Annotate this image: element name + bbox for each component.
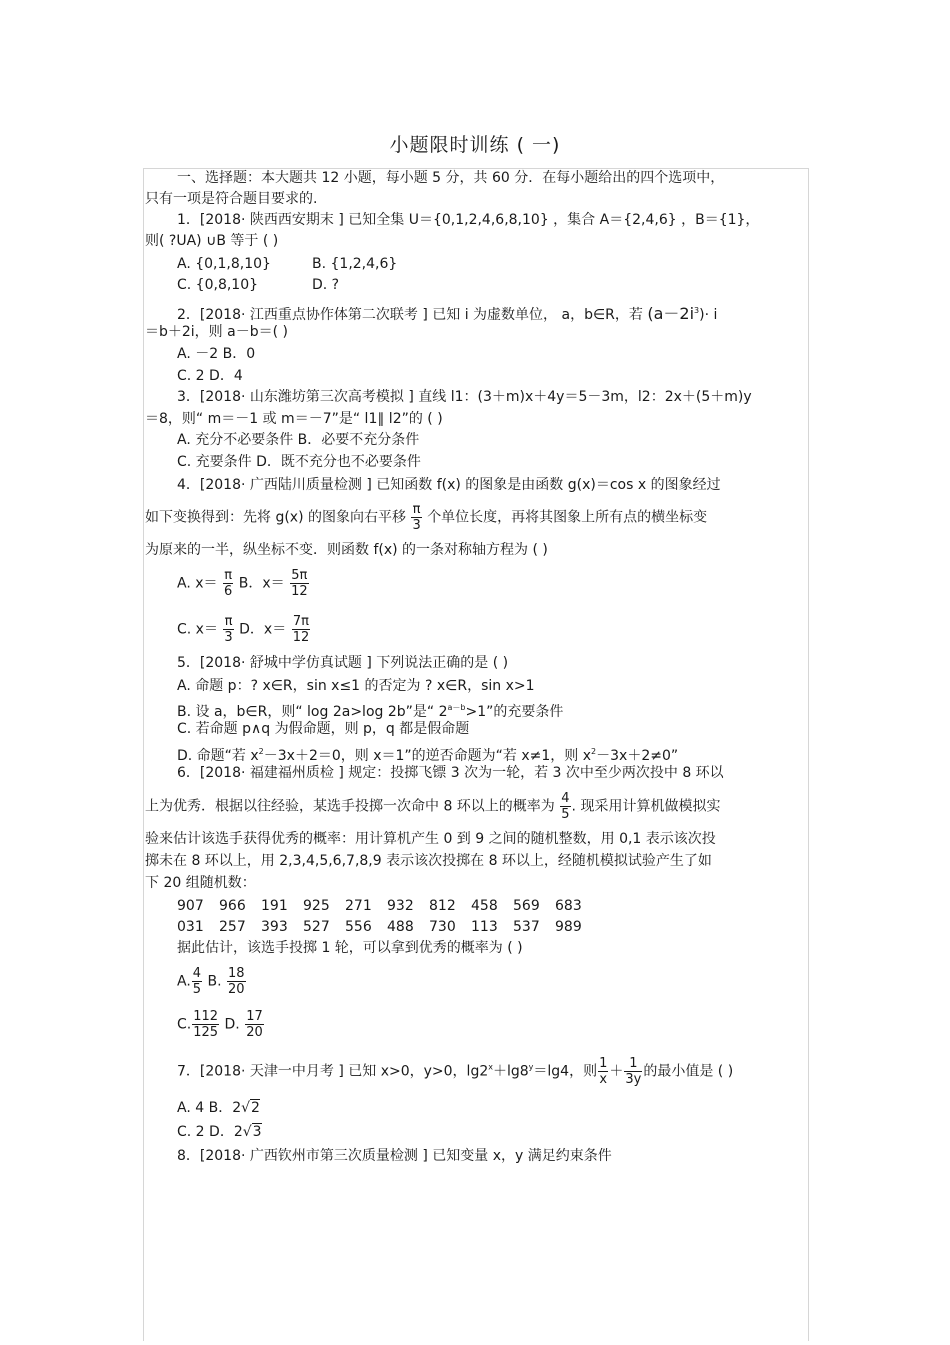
q7-options-ab — [177, 1100, 260, 1117]
q3-options-cd: C. 充要条件 D．既不充分也不必要条件 — [177, 454, 421, 470]
q4-option-c: C. x＝ — [177, 621, 218, 638]
q5-option-b — [177, 699, 563, 721]
q2-stem-tail: )· i — [699, 307, 718, 323]
random-number: 683 — [555, 898, 582, 914]
q7-options-ab-text: A. 4 B．2 — [177, 1100, 242, 1116]
q6-stem-line5: 下 20 组随机数： — [145, 875, 256, 891]
q6-options-ab — [177, 966, 247, 997]
q6-stem-line4: 掷未在 8 环以上，用 2,3,4,5,6,7,8,9 表示该次投掷在 8 环以上，经随机模拟试验产生了如 — [145, 853, 712, 869]
q1-stem-line2: 则( ?UA) ∪B 等于 ( ) — [145, 233, 279, 249]
q2-exponent: 3 — [694, 306, 700, 315]
random-number: 113 — [471, 919, 498, 935]
q4-stem-text-b: 个单位长度，再将其图象上所有点的横坐标变 — [427, 509, 708, 526]
random-number: 191 — [261, 898, 288, 914]
q7-option-b-radicand: 2 — [251, 1100, 260, 1116]
q4-stem-line2 — [145, 502, 707, 533]
q2-options-ab: A. －2 B．0 — [177, 346, 256, 362]
q4-option-c-frac: $\frac{\pi}{3}$ — [224, 614, 233, 645]
q5-option-d-exp1: 2 — [258, 747, 264, 756]
q5-option-c: C. 若命题 p∧q 为假命题，则 p，q 都是假命题 — [177, 721, 470, 737]
q7-plus: ＋ — [609, 1063, 624, 1080]
q7-options-cd — [177, 1124, 262, 1141]
random-number: 925 — [303, 898, 330, 914]
q6-random-row-1 — [177, 898, 597, 915]
q6-probability-frac: $\frac{4}{5}$ — [561, 791, 570, 822]
q5-stem: 5．[2018· 舒城中学仿真试题 ] 下列说法正确的是 ( ) — [177, 655, 509, 671]
q4-option-d-frac: $\frac{7\pi}{12}$ — [292, 614, 310, 645]
q6-stem-line1: 6．[2018· 福建福州质检 ] 规定：投掷飞镖 3 次为一轮，若 3 次中至少两次投中 8 环以 — [177, 765, 724, 781]
q4-option-d: D．x＝ — [239, 621, 287, 638]
q2-stem-line2: ＝b＋2i，则 a－b＝( ) — [145, 324, 288, 340]
q5-option-d-mid: －3x＋2＝0，则 x＝1”的逆否命题为“若 x≠1，则 x — [263, 748, 592, 764]
q6-option-a-frac: $\frac{4}{5}$ — [192, 966, 202, 997]
q5-option-d-text: D. 命题“若 x — [177, 748, 259, 764]
q4-option-b-frac: $\frac{5\pi}{12}$ — [291, 568, 308, 599]
q6-stem-line3: 验来估计该选手获得优秀的概率：用计算机产生 0 到 9 之间的随机整数，用 0,1 表示该次投 — [145, 831, 716, 847]
sqrt-icon: √ — [241, 1100, 251, 1116]
q6-option-b-frac: $\frac{18}{20}$ — [228, 966, 245, 997]
q2-stem-line1 — [177, 302, 717, 324]
q7-exp-y: y — [528, 1062, 534, 1072]
q4-options-ab — [177, 568, 310, 599]
random-number: 812 — [429, 898, 456, 914]
q4-fraction: $\frac{\pi}{3}$ — [412, 502, 421, 533]
q2-paren-expr: (a－2i — [647, 304, 695, 323]
q5-option-d-exp2: 2 — [591, 747, 597, 756]
q1-option-c: C. {0,8,10} — [177, 277, 259, 293]
q5-option-a: A. 命题 p：? x∈R，sin x≤1 的否定为 ? x∈R，sin x>1 — [177, 678, 535, 694]
random-number: 393 — [261, 919, 288, 935]
q6-option-c-frac: $\frac{112}{125}$ — [193, 1009, 219, 1040]
q5-option-d — [177, 743, 678, 765]
q8-stem-line1: 8．[2018· 广西钦州市第三次质量检测 ] 已知变量 x，y 满足约束条件 — [177, 1148, 612, 1164]
q4-stem-text-a: 如下变换得到：先将 g(x) 的图象向右平移 — [145, 509, 406, 526]
q7-exp-x: x — [488, 1062, 493, 1072]
q3-stem-line1: 3．[2018· 山东潍坊第三次高考模拟 ] 直线 l1：(3＋m)x＋4y＝5－3m，l2：2x＋(5＋m)y — [177, 389, 752, 405]
q4-option-a-frac: $\frac{\pi}{6}$ — [223, 568, 233, 599]
random-number: 966 — [219, 898, 246, 914]
random-number: 257 — [219, 919, 246, 935]
q1-option-a: A. {0,1,8,10} — [177, 256, 271, 272]
q5-option-b-text: B. 设 a，b∈R，则“ log 2a>log 2b”是“ 2 — [177, 704, 448, 720]
random-number: 932 — [387, 898, 414, 914]
q6-question: 据此估计，该选手投掷 1 轮，可以拿到优秀的概率为 ( ) — [177, 940, 523, 956]
random-number: 458 — [471, 898, 498, 914]
random-number: 537 — [513, 919, 540, 935]
random-number: 271 — [345, 898, 372, 914]
q1-option-d: D. ? — [312, 277, 340, 293]
q5-option-b-exp: a－b — [447, 703, 466, 712]
section-intro-line1: 一、选择题：本大题共 12 小题，每小题 5 分，共 60 分．在每小题给出的四个选项中， — [177, 170, 725, 186]
q4-stem-line1: 4．[2018· 广西陆川质量检测 ] 已知函数 f(x) 的图象是由函数 g(x)＝cos x 的图象经过 — [177, 477, 721, 493]
q6-random-row-2 — [177, 919, 597, 936]
random-number: 989 — [555, 919, 582, 935]
q6-stem-text-b: . 现采用计算机做模拟实 — [571, 798, 721, 815]
q7-stem-text-a: 7．[2018· 天津一中月考 ] 已知 x>0，y>0，lg2 — [177, 1063, 489, 1080]
random-number: 730 — [429, 919, 456, 935]
q6-stem-line2 — [145, 791, 720, 822]
q7-stem-text-d: 的最小值是 ( ) — [643, 1063, 734, 1080]
q3-options-ab: A. 充分不必要条件 B．必要不充分条件 — [177, 432, 420, 448]
sqrt-icon: √ — [242, 1124, 252, 1140]
page-title: 小题限时训练 ( 一) — [389, 134, 561, 156]
q5-option-b-tail: >1”的充要条件 — [465, 704, 564, 720]
q7-stem-text-b: ＋lg8 — [492, 1063, 529, 1080]
q7-frac-2: $\frac{1}{3y}$ — [625, 1056, 642, 1087]
random-number: 907 — [177, 898, 204, 914]
random-number: 031 — [177, 919, 204, 935]
q2-stem-text: 2．[2018· 江西重点协作体第二次联考 ] 已知 i 为虚数单位， a，b∈R，若 — [177, 307, 643, 323]
random-number: 569 — [513, 898, 540, 914]
random-number: 488 — [387, 919, 414, 935]
q7-frac-1: $\frac{1}{x}$ — [599, 1056, 608, 1087]
section-intro-line2: 只有一项是符合题目要求的. — [145, 191, 318, 207]
q6-option-c: C. — [177, 1016, 192, 1033]
q6-option-d-frac: $\frac{17}{20}$ — [246, 1009, 263, 1040]
q4-stem-line3: 为原来的一半，纵坐标不变．则函数 f(x) 的一条对称轴方程为 ( ) — [145, 542, 548, 558]
q6-option-b: B. — [207, 973, 222, 990]
q4-option-a: A. x＝ — [177, 575, 218, 592]
q1-option-b: B. {1,2,4,6} — [312, 256, 398, 272]
q7-stem-text-c: ＝lg4，则 — [533, 1063, 598, 1080]
q1-stem-line1: 1．[2018· 陕西西安期末 ] 已知全集 U＝{0,1,2,4,6,8,10} ，集合 A＝{2,4,6} ，B＝{1}， — [177, 212, 760, 228]
random-number: 527 — [303, 919, 330, 935]
random-number: 556 — [345, 919, 372, 935]
q5-option-d-tail: －3x＋2≠0” — [596, 748, 679, 764]
q6-option-d: D. — [224, 1016, 240, 1033]
q4-options-cd — [177, 614, 311, 645]
q6-option-a: A. — [177, 973, 191, 990]
q6-options-cd — [177, 1009, 265, 1040]
q6-stem-text-a: 上为优秀．根据以往经验，某选手投掷一次命中 8 环以上的概率为 — [145, 798, 555, 815]
q7-stem — [177, 1056, 733, 1087]
q3-stem-line2: ＝8，则“ m＝－1 或 m＝－7”是“ l1∥ l2”的 ( ) — [145, 411, 443, 427]
q7-option-d-radicand: 3 — [252, 1124, 262, 1140]
q7-options-cd-text: C. 2 D．2 — [177, 1124, 243, 1140]
q4-option-b: B．x＝ — [238, 575, 285, 592]
q2-options-cd: C. 2 D．4 — [177, 368, 243, 384]
